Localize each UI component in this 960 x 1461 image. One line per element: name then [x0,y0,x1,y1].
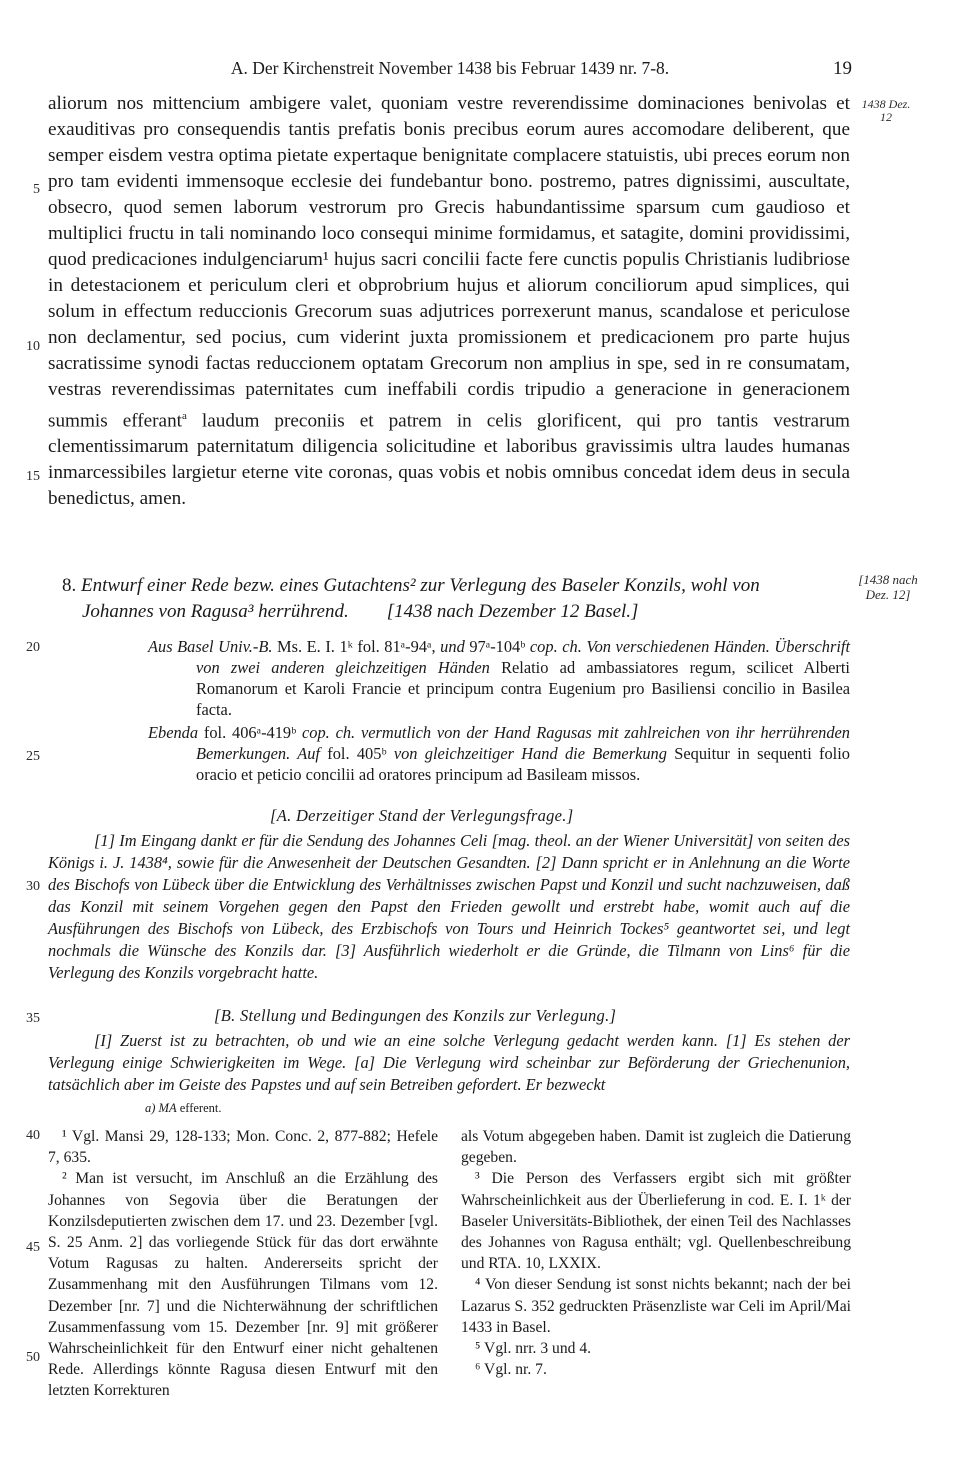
line-number: 20 [26,640,40,655]
footnotes-left [48,1126,438,1402]
footnote-continued: als Votum abgegeben haben. Damit ist zugleich die Datierung gegeben. [461,1128,851,1167]
source-entry: Ebenda fol. 406ᵃ-419ᵇ cop. ch. vermutlich von der Hand Ragusas mit zahlreichen von ihr herrührenden Bemerkungen. Auf fol. 405ᵇ von gleichzeitiger Hand die Bemerkung Sequitur in sequenti folio oracio et peticio concilii ad oratores principum ad Basileam missos. [148,723,850,784]
margin-date-top: 1438 Dez. 12 [861,97,911,124]
line-number: 5 [33,182,40,197]
running-title: A. Der Kirchenstreit November 1438 bis Februar 1439 nr. 7-8. [230,58,670,78]
footnote: ² Man ist versucht, im Anschluß an die Erzählung des Johannes von Segovia über die Beratungen der Konzilsdeputierten zwischen dem 17. und 23. Dezember [vgl. S. 25 Anm. 2] das vorliegende Stück für das dort erwähnte Votum Ragusas zu halten. Andererseits spricht der Zusammenhang mit den Ausführungen Tilmans vom 12. Dezember [nr. 7] und die Nichterwähnung der schriftlichen Zusammenfassung vom 15. Dezember [nr. 9] mit größerer Wahrscheinlichkeit für den Entwurf einer nicht gehaltenen Rede. Allerdings könnte Ragusa diesen Entwurf mit den letzten Korrekturen [48,1170,438,1400]
section-title-line1: Entwurf einer Rede bezw. eines Gutachtens² zur Verlegung des Baseler Konzils, wohl von [81,575,760,596]
line-number: 10 [26,339,40,354]
section-b-heading: [B. Stellung und Bedingungen des Konzils zur Verlegung.] [214,1006,617,1025]
running-header [48,58,852,79]
line-number: 40 [26,1128,40,1143]
footnote: ⁴ Von dieser Sendung ist sonst nichts bekannt; nach der bei Lazarus S. 352 gedruckten Präsenzliste war Celi im April/Mai 1433 in Basel. [461,1276,851,1336]
section-a-heading: [A. Derzeitiger Stand der Verlegungsfrage.] [270,806,574,825]
source-description [148,636,850,785]
page-number: 19 [833,58,852,79]
footnote: ⁶ Vgl. nr. 7. [475,1361,547,1379]
section-8-title [62,573,850,625]
section-a-summary: [1] Im Eingang dankt er für die Sendung des Johannes Celi [mag. theol. an der Wiener Universität] von seiten des Königs i. J. 1438⁴, sowie für die Anwesenheit der Deutschen Gesandten. [2] Dann spricht er in Anlehnung an die Worte des Bischofs von Lübeck über die Entwicklung des Verhältnisses zwischen Papst und Konzil und sucht nachzuweisen, daß das Konzil mit seinem Vorgehen gegen den Papst den Frieden gewollt und erstrebt habe, womit auch auf die Ausführungen des Bischofs von Lübeck, des Erzbischofs von Tours und Heinrich Tockes⁵ geantwortet sei, und legt nochmals die Wünsche des Konzils dar. [3] Ausführlich wiederholt er die Gründe, die Tilmann von Lins⁶ für die Verlegung des Konzils vorgebracht hatte. [48,831,850,982]
source-entry: Aus Basel Univ.-B. Ms. E. I. 1ᵏ fol. 81ᵃ-94ᵃ, und 97ᵃ-104ᵇ cop. ch. Von verschiedenen Händen. Überschrift von zwei anderen gleichzeitigen Händen Relatio ad ambassiatores regum, scilicet Alberti Romanorum et Karoli Francie et principum contra Eugenium pro Basiliensi concilio in Basilea facta. [148,637,850,719]
line-number: 50 [26,1350,40,1365]
line-number: 35 [26,1011,40,1026]
section-b-summary: [I] Zuerst ist zu betrachten, ob und wie an eine solche Verlegung gedacht werden kann. [1] Es stehen der Verlegung einige Schwierigkeiten im Wege. [a] Die Verlegung wird scheinbar zur Beförderung der Griechenunion, tatsächlich aber im Geiste des Papstes und auf sein Betreiben gefordert. Er bezweckt [48,1031,850,1094]
main-text [48,91,850,512]
line-number: 30 [26,879,40,894]
section-number: 8. [62,575,77,596]
line-number: 45 [26,1240,40,1255]
variant-note: a) MA efferent. [145,1101,222,1115]
footnote: ³ Die Person des Verfassers ergibt sich mit größter Wahrscheinlichkeit aus der Überlieferung in cod. E. I. 1ᵏ der Baseler Universitäts-Bibliothek, der einen Teil des Nachlasses des Johannes von Ragusa enthält; vgl. Quellenbeschreibung und RTA. 10, LXXIX. [461,1170,851,1273]
line-number: 15 [26,469,40,484]
margin-date-section: [1438 nach Dez. 12] [858,572,918,602]
footnote: ⁵ Vgl. nrr. 3 und 4. [475,1340,592,1358]
main-paragraph: aliorum nos mittencium ambigere valet, quoniam vestre reverendissime dominaciones benivolas et exauditivas pro consequendis tantis prefatis bonis precibus eorum aures accomodare deliberent, que semper eisdem vestra optima pietate expertaque benignitate complacere statuistis, ubi preces eorum non pro tam evidenti immensoque ecclesie dei fundebantur bono. postremo, patres dignissimi, auscultate, obsecro, quod semen laborum vestrorum pro Grecis habundantissime sparsum cum gaudioso et multiplici fructu in tali nominando loco consequi minime formidamus, et satagite, domini providissimi, quod predicaciones indulgenciarum¹ hujus sacri concilii facte fere cunctis populis Christianis ludibriose in detestacionem et periculum cleri et obprobrium hujus et aliorum conciliorum apud simplices, qui solum in effectum reduccionis Grecorum suas adjutrices porrexerunt manus, scandalose et periculose non declamentur, sed pocius, cum viderint juxta promissionem et predicacionem pro parte hujus sacratissime synodi factas reduccionem optatam Grecorum non amplius in spe, sed in re consumatam, vestras reverendissimas paternitates cum ineffabili cordis tripudio a generacione in generacionem summis efferant$^a$ laudum preconiis et patrem in celis glorificent, qui pro tantis vestrarum clementissimarum paternitatum diligencia solicitudine et laboribus gravissimis ultra laudes humanas inmarcessibiles largietur eterne vite coronas, quas vobis et nobis omnibus concedat idem deus in secula benedictus, amen. [48,93,850,510]
section-title-line2: Johannes von Ragusa³ herrührend. [82,601,349,622]
footnote: ¹ Vgl. Mansi 29, 128-133; Mon. Conc. 2, 877-882; Hefele 7, 635. [48,1128,438,1167]
line-number: 25 [26,749,40,764]
section-date-place: [1438 nach Dezember 12 Basel.] [386,601,639,622]
footnotes-right [461,1126,851,1380]
